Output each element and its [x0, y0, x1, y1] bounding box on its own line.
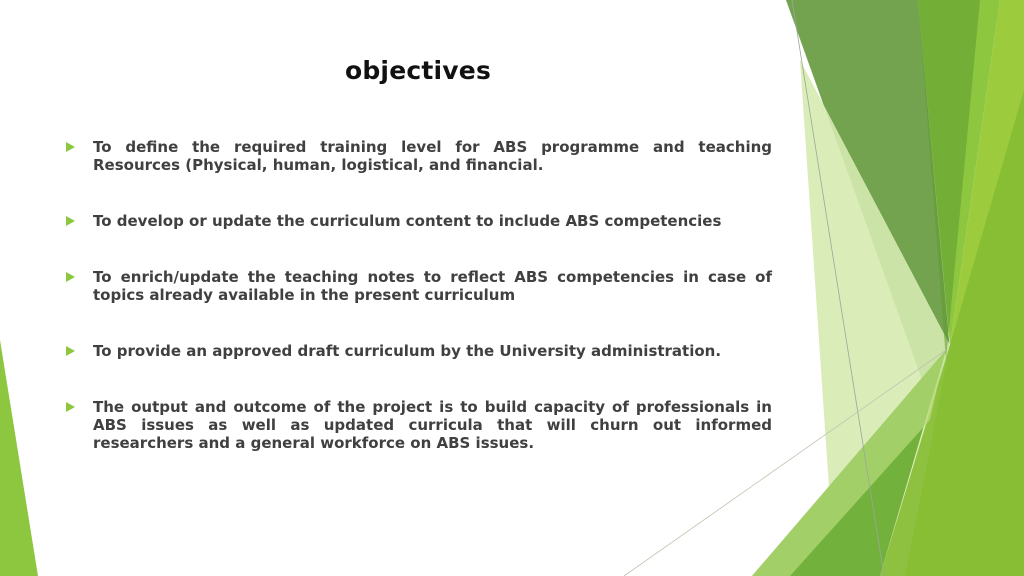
- bullet-text: To develop or update the curriculum content to include ABS competencies: [93, 212, 722, 230]
- list-item: [62, 342, 772, 360]
- arrow-bullet-icon: [66, 142, 75, 152]
- arrow-bullet-icon: [66, 346, 75, 356]
- arrow-bullet-icon: [66, 216, 75, 226]
- bullet-text: To enrich/update the teaching notes to reflect ABS competencies in case of topics already available in the present curriculum: [93, 268, 772, 304]
- list-item: [62, 398, 772, 452]
- list-item: [62, 212, 772, 230]
- arrow-bullet-icon: [66, 402, 75, 412]
- bullet-text: To define the required training level for ABS programme and teaching Resources (Physical, human, logistical, and financial.: [93, 138, 772, 174]
- list-item: [62, 268, 772, 304]
- bullet-text: To provide an approved draft curriculum by the University administration.: [93, 342, 722, 360]
- objectives-list: [62, 138, 772, 452]
- arrow-bullet-icon: [66, 272, 75, 282]
- left-edge-shape: [0, 340, 38, 576]
- bullet-text: The output and outcome of the project is to build capacity of professionals in ABS issues as well as updated curricula that will churn out informed researchers and a general workforce on ABS issues.: [93, 398, 772, 452]
- list-item: [62, 138, 772, 174]
- slide-title: objectives: [344, 56, 492, 85]
